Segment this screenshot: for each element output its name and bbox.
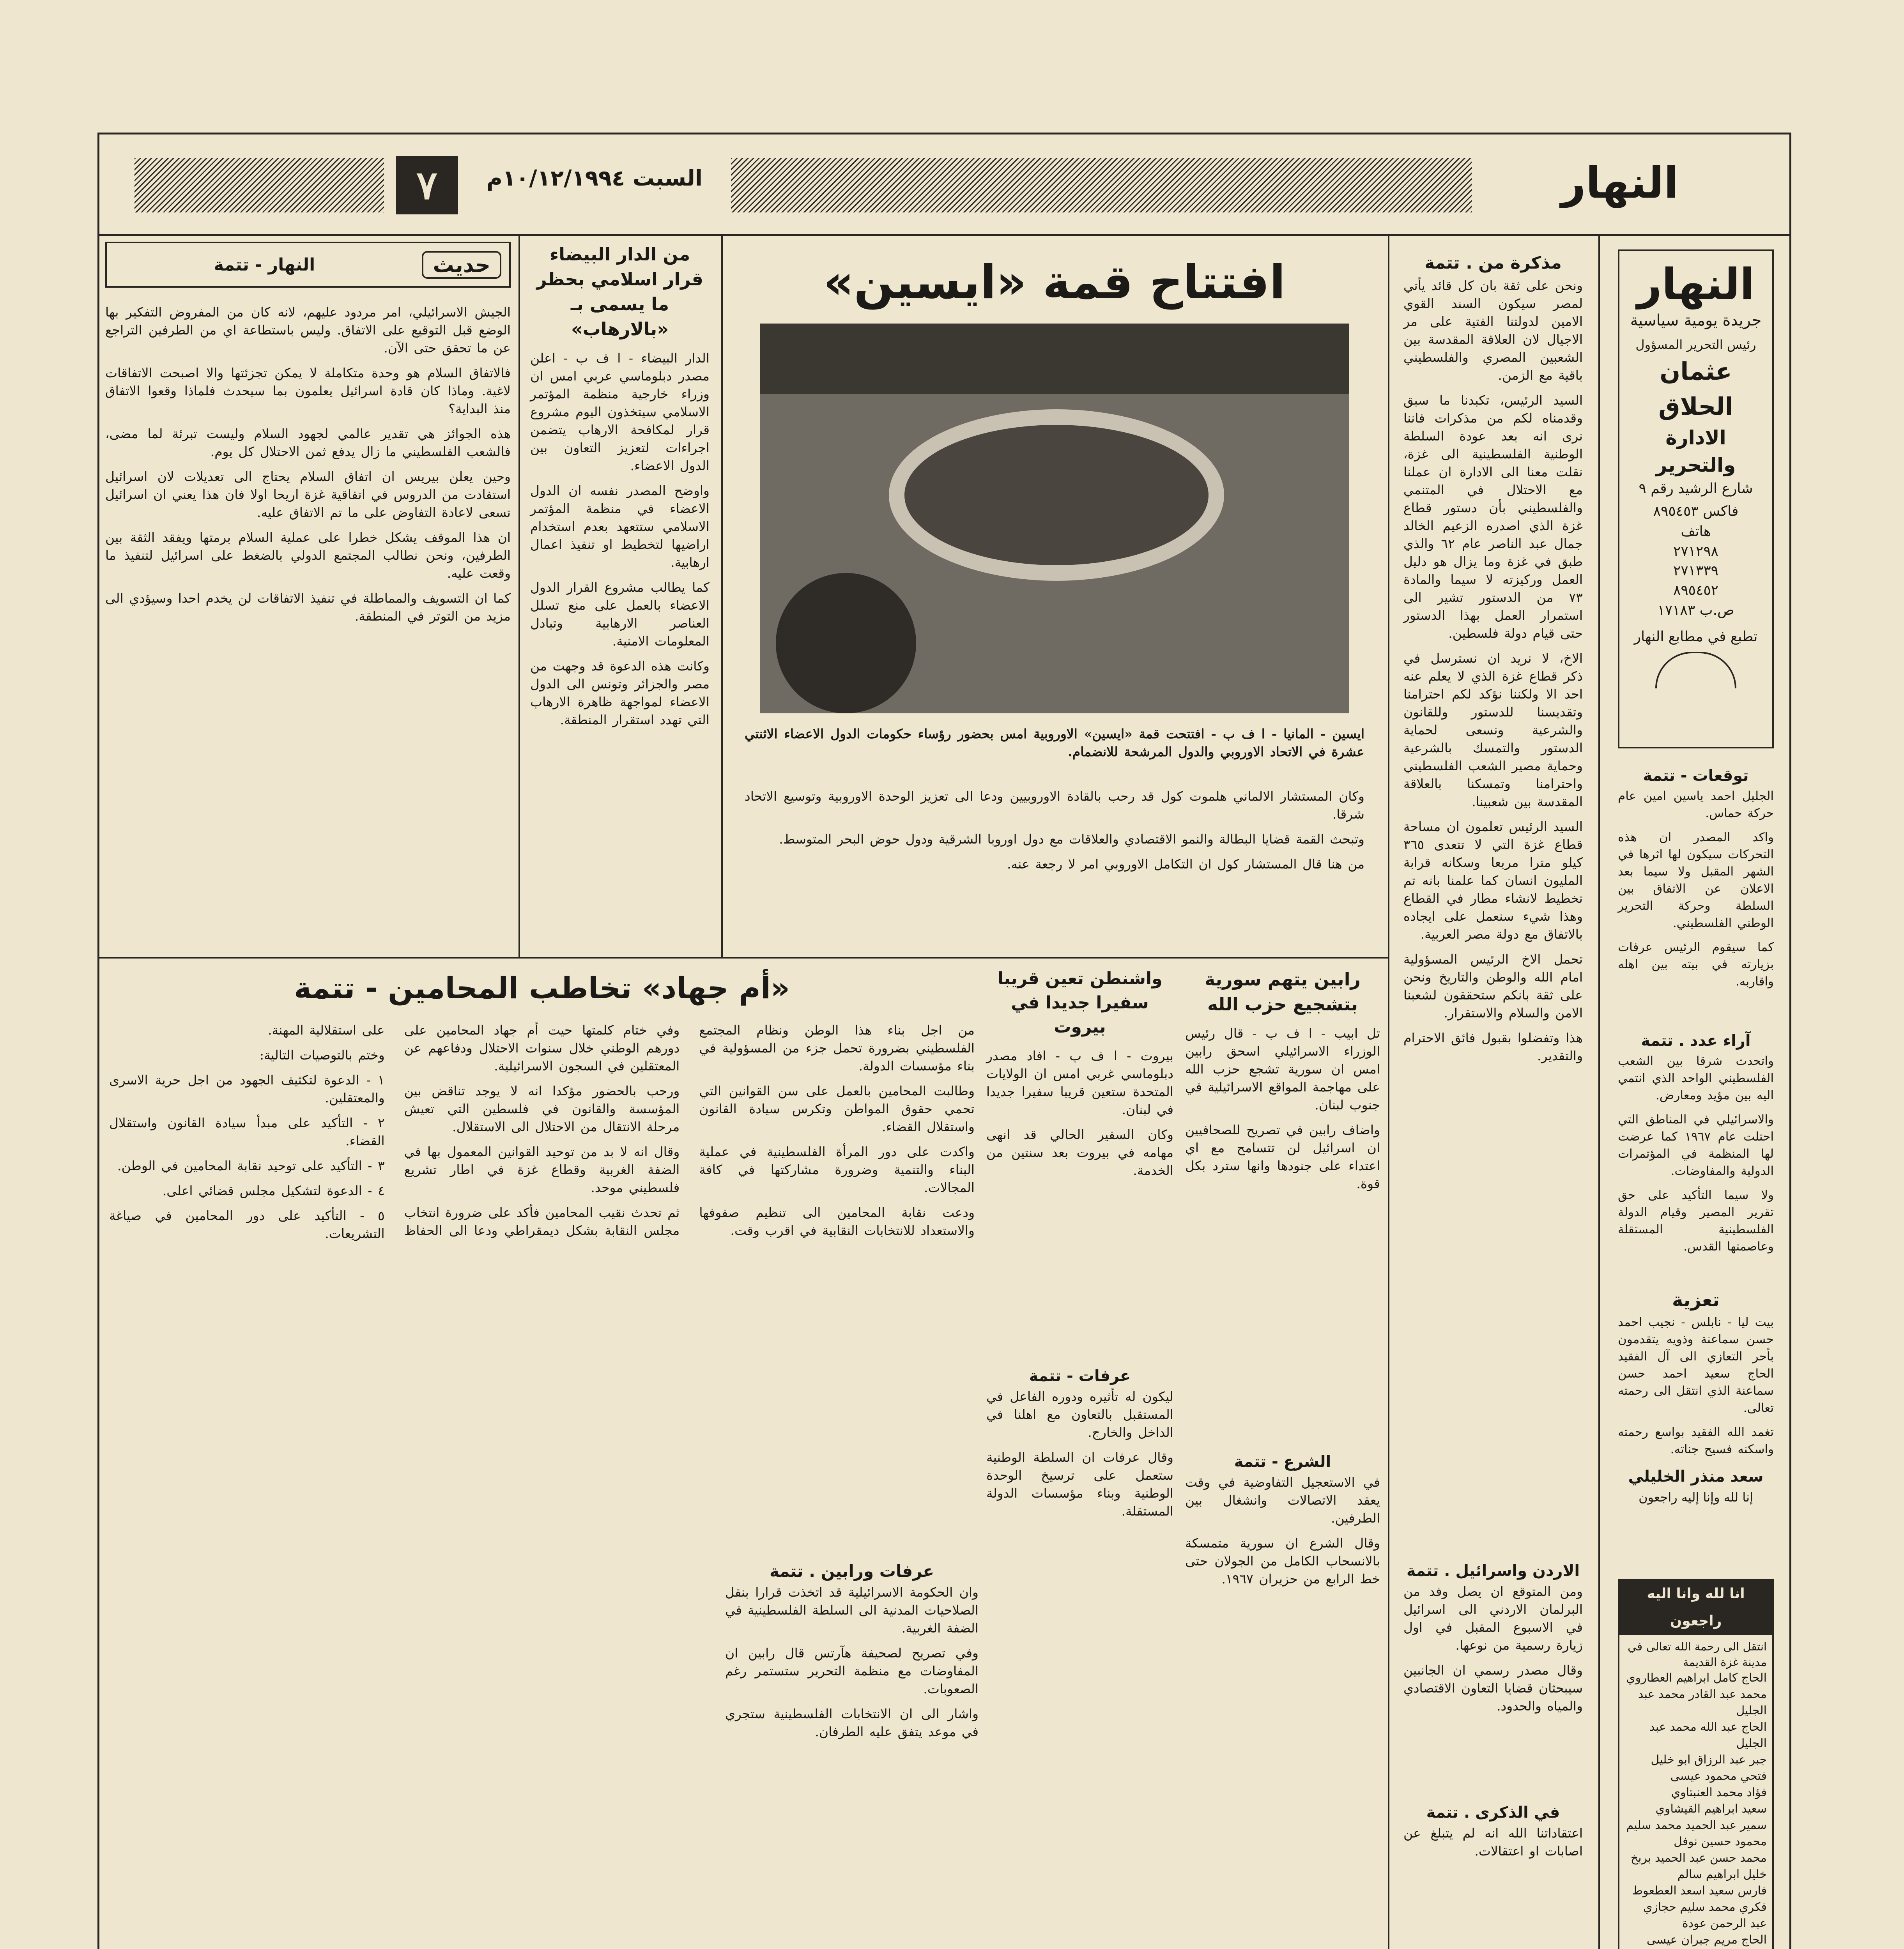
publisher-fax-row: [1627, 501, 1764, 522]
interview-article: [105, 242, 511, 951]
paragraph: والاسرائيلي في المناطق التي احتلت عام ١٩٦٧ كما عرضت لها المنظمة في المؤتمرات الدولية والمفاوضات.: [1618, 1112, 1774, 1178]
paragraph: وطالبت المحامين بالعمل على سن القوانين التي تحمي حقوق المواطن وتكرس سيادة القانون واستقلال القضاء.: [699, 1083, 975, 1134]
paragraph: ودعت نقابة المحامين الى تنظيم صفوفها والاستعداد للانتخابات النقابية في اقرب وقت.: [699, 1205, 975, 1238]
paragraph: ٤ - الدعوة لتشكيل مجلس قضائي اعلى.: [162, 1183, 385, 1198]
paragraph: وكان السفير الحالي قد انهى مهامه في بيروت بعد سنتين من الخدمة.: [986, 1127, 1173, 1178]
expectations-article: [1618, 764, 1774, 1013]
paragraph: فالاتفاق السلام هو وحدة متكاملة لا يمكن تجزئتها والا اصبحت الاتفاقات لاغية. وماذا كان قادة اسرائيل يعلمون بما سيحدث فلماذا وقعوا الاتفاق منذ البداية؟: [105, 365, 511, 416]
paragraph: وفي ختام كلمتها حيت أم جهاد المحامين على دورهم الوطني خلال سنوات الاحتلال ودفاعهم عن المعتقلين في السجون الاسرائيلية.: [404, 1022, 680, 1074]
paragraph: واكد المصدر ان هذه التحركات سيكون لها اثرها في الشهر المقبل ولا سيما بعد الاعلان عن الاتفاق بين السلطة وحركة التحرير الوطني الفلسطيني.: [1618, 830, 1774, 930]
paragraph: واتحدث شرقا بين الشعب الفلسطيني الواحد الذي انتمي اليه بين مؤيد ومعارض.: [1618, 1054, 1774, 1102]
paragraph: ومن المتوقع ان يصل وفد من البرلمان الاردني الى اسرائيل في الاسبوع المقبل في اول زيارة رسمية من نوعها.: [1403, 1584, 1583, 1653]
obituary-name: الحاج عبد الله محمد عبد الجليل: [1649, 1720, 1767, 1750]
paragraph: واوضح المصدر نفسه ان الدول الاعضاء في منظمة المؤتمر الاسلامي ستتعهد بعدم استخدام اراضيها لتخطيط او تنفيذ اعمال ارهابية.: [530, 483, 710, 570]
obituary-name: فكري محمد سليم حجازي: [1643, 1900, 1767, 1914]
column-rule: [518, 236, 520, 957]
arafat-rabin-title: عرفات ورابين . تتمة: [769, 1562, 934, 1581]
jihad-article: [109, 967, 975, 1949]
paragraph: ٥ - التأكيد على دور المحامين في صياغة التشريعات.: [109, 1208, 385, 1241]
summit-article: [729, 242, 1380, 951]
paragraph: ولا سيما التأكيد على حق تقرير المصير وقيام الدولة الفلسطينية المستقلة وعاصمتها القدس.: [1618, 1188, 1774, 1254]
interview-title: حديث: [422, 251, 501, 279]
opinions-article: [1618, 1029, 1774, 1279]
summit-body: [745, 787, 1364, 880]
expectations-title: توقعات - تتمة: [1643, 767, 1749, 785]
paragraph: تحمل الاخ الرئيس المسؤولية امام الله والوطن والتاريخ ونحن على ثقة بانكم ستحققون لشعبنا الامن والسلام والاستقرار.: [1403, 952, 1583, 1020]
sharaa-article: [1185, 1450, 1380, 1762]
condolence-title: تعزية: [1672, 1289, 1720, 1311]
paragraph: وكان المستشار الالماني هلموت كول قد رحب بالقادة الاوروبيين ودعا الى تعزيز الوحدة الاوروبية وتوسيع الاتحاد شرقا.: [745, 789, 1364, 822]
condolence-closing: إنا لله وإنا إليه راجعون: [1639, 1490, 1753, 1505]
obituary-intro: انتقل الى رحمة الله تعالى في مدينة غزة القديمة: [1628, 1640, 1767, 1669]
paragraph: ونحن على ثقة بان كل قائد يأتي لمصر سيكون السند القوي الامين لدولتنا الفتية على مر الاجيال لان العلاقة المقدسة بين الشعبين المصري والفلسطيني باقية مع الزمن.: [1403, 278, 1583, 383]
summit-headline: افتتاح قمة «ايسين»: [823, 255, 1286, 310]
interview-header: [105, 242, 511, 288]
paragraph: واضاف رابين في تصريح للصحافيين ان اسرائيل لن تتسامح مع اي اعتداء على جنودها وانها سترد بكل قوة.: [1185, 1122, 1380, 1191]
remembrance-article: [1403, 1801, 1583, 1949]
opinions-body: [1618, 1052, 1774, 1255]
masthead-date: السبت ١٠/١٢/١٩٩٤م: [486, 166, 703, 191]
pobox-number: ١٧١٨٣: [1657, 602, 1695, 618]
ambassador-article: [986, 967, 1173, 1357]
masthead-bar: [97, 134, 1791, 236]
publisher-pobox-row: [1627, 600, 1764, 621]
paragraph: هذا وتفضلوا بقبول فائق الاحترام والتقدير.: [1403, 1030, 1583, 1063]
phone-number: ٢٧١٣٣٩: [1673, 563, 1718, 579]
publisher-paper-name: النهار: [1637, 259, 1755, 309]
obituary-name: محمود حسين نوفل: [1674, 1835, 1767, 1848]
column-rule: [1388, 236, 1389, 1949]
paragraph: ٢ - التأكيد على مبدأ سيادة القانون واستقلال القضاء.: [109, 1115, 385, 1148]
paragraph: في الاستعجيل التفاوضية في وقت يعقد الاتصالات وانشغال بين الطرفين.: [1185, 1475, 1380, 1526]
paragraph: ٣ - التأكيد على توحيد نقابة المحامين في الوطن.: [117, 1158, 385, 1173]
paragraph: ان هذا الموقف يشكل خطرا على عملية السلام برمتها ويفقد الثقة بين الطرفين، ونحن نطالب المجتمع الدولي بالضغط على اسرائيل لتنفيذ ما وقعت عليه.: [105, 530, 511, 581]
masthead-hatch-right: [731, 158, 1472, 212]
condolence-name: سعد منذر الخليلي: [1628, 1468, 1764, 1486]
paragraph: ليكون له تأثيره ودوره الفاعل في المستقبل بالتعاون مع اهلنا في الداخل والخارج.: [986, 1389, 1173, 1440]
paragraph: وحين يعلن بيريس ان اتفاق السلام يحتاج الى تعديلات لان اسرائيل استفادت من الدروس في اتفاقية غزة اريحا اولا فان هذا يعني ان اسرائيل تسعى لاعادة التفاوض على ما تم الاتفاق عليه.: [105, 469, 511, 520]
masthead-title: النهار: [1561, 158, 1679, 208]
paragraph: وقال عرفات ان السلطة الوطنية ستعمل على ترسيخ الوحدة الوطنية وبناء مؤسسات الدولة المستقلة.: [986, 1450, 1173, 1519]
paragraph: كما يطالب مشروع القرار الدول الاعضاء بالعمل على منع تسلل العناصر الارهابية وتبادل المعلومات الامنية.: [530, 580, 710, 649]
jordan-israel-body: [1403, 1583, 1583, 1715]
jihad-body: [109, 1021, 975, 1949]
interview-subtitle: النهار - تتمة: [214, 255, 315, 275]
conference-table: [889, 409, 1224, 581]
publisher-printer: تطبع في مطابع النهار: [1634, 629, 1758, 645]
paragraph: وقال مصدر رسمي ان الجانبين سيبحثان قضايا التعاون الاقتصادي والمياه والحدود.: [1403, 1662, 1583, 1714]
obituary-name: فارس سعيد اسعد العطعوط: [1632, 1884, 1767, 1898]
paragraph: ورحب بالحضور مؤكدا انه لا يوجد تناقض بين المؤسسة والقانون في فلسطين التي تعيش مرحلة الانتقال من الاحتلال الى الاستقلال.: [404, 1083, 680, 1134]
paragraph: وكانت هذه الدعوة قد وجهت من مصر والجزائر وتونس الى الدول الاعضاء لمواجهة ظاهرة الارهاب التي تهدد استقرار المنطقة.: [530, 658, 710, 727]
paragraph: كما سيقوم الرئيس عرفات بزيارته في بيته بين اهله واقاربه.: [1618, 940, 1774, 989]
jordan-israel-article: [1403, 1559, 1583, 1793]
publisher-admin-title: الادارة والتحرير: [1656, 426, 1736, 476]
obituary-title: انا لله وانا اليه راجعون: [1619, 1580, 1772, 1635]
memo-title: مذكرة من . تتمة: [1424, 253, 1562, 273]
fax-label: فاكس: [1703, 503, 1739, 519]
obituary-name: محمد عبد القادر محمد عبد الجليل: [1638, 1687, 1767, 1717]
paragraph: من هنا قال المستشار كول ان التكامل الاوروبي امر لا رجعة عنه.: [1007, 856, 1364, 872]
photo-foreground-figure: [776, 573, 916, 713]
paragraph: وقال الشرع ان سورية متمسكة بالانسحاب الكامل من الجولان حتى خط الرابع من حزيران ١٩٦٧.: [1185, 1535, 1380, 1586]
expectations-body: [1618, 787, 1774, 990]
obituary-name: سعيد ابراهيم القيشاوي: [1655, 1802, 1767, 1816]
summit-caption: ايسين - المانيا - ا ف ب - افتتحت قمة «ايسين» الاوروبية امس بحضور رؤساء حكومات الدول الاعضاء الاثنتي عشرة في الاتحاد الاوروبي والدول المرشحة للانضمام.: [745, 726, 1364, 759]
obituary-name: جبر عبد الرزاق ابو خليل: [1651, 1753, 1767, 1767]
paragraph: الجيش الاسرائيلي، امر مردود عليهم، لانه كان من المفروض التفكير بها الوضع قبل التوقيع على الاتفاق. وليس باستطاعة اي من الطرفين التراجع عن ما تحقق حتى الآن.: [105, 304, 511, 355]
paragraph: وتبحث القمة قضايا البطالة والنمو الاقتصادي والعلاقات مع دول اوروبا الشرقية ودول حوض البحر المتوسط.: [779, 831, 1364, 847]
paragraph: الجليل احمد ياسين امين عام حركة حماس.: [1618, 789, 1774, 820]
paragraph: الاخ، لا نريد ان نسترسل في ذكر قطاع غزة الذي لا يعلم عنه احد الا ولكننا نؤكد لكم احترامنا وتقديسنا للدستور وللقانون والشرعية ونسعى لحماية الدستور والتمسك بالشرعية وحماية مصير الشعب الفلسطيني واحترامنا وتمسكنا بالعلاقة المقدسة بين شعبينا.: [1403, 651, 1583, 809]
paragraph: وختم بالتوصيات التالية:: [259, 1047, 385, 1063]
obituary-name: خليل ابراهيم سالم: [1677, 1868, 1767, 1881]
pobox-label: ص.ب: [1699, 602, 1734, 618]
opinions-title: آراء عدد . تتمة: [1641, 1032, 1751, 1050]
sharaa-body: [1185, 1473, 1380, 1588]
arafat-article: [986, 1364, 1173, 1715]
condolence-body: [1618, 1314, 1774, 1458]
obituary-name: فتحي محمود عيسى: [1670, 1769, 1767, 1783]
remembrance-title: في الذكرى . تتمة: [1426, 1804, 1560, 1822]
rabin-syria-headline: رابين يتهم سورية بتشجيع حزب الله: [1205, 969, 1361, 1015]
arafat-title: عرفات - تتمة: [1029, 1367, 1131, 1385]
paragraph: ثم تحدث نقيب المحامين فأكد على ضرورة انتخاب مجلس النقابة بشكل ديمقراطي ودعا الى الحفاظ على استقلالية المهنة.: [268, 1022, 680, 1238]
ambassador-body: [986, 1047, 1173, 1180]
obituary-name: فؤاد محمد العنبتاوي: [1671, 1786, 1767, 1799]
paragraph: تغمد الله الفقيد بواسع رحمته واسكنه فسيح جناته.: [1618, 1425, 1774, 1456]
jordan-israel-title: الاردن واسرائيل . تتمة: [1406, 1562, 1580, 1580]
publisher-address: شارع الرشيد رقم ٩: [1639, 481, 1753, 497]
phone-number: ٨٩٥٤٥٢: [1673, 582, 1718, 598]
remembrance-text: اعتقاداتنا الله انه لم يتبلغ عن اصابات او اعتقالات.: [1403, 1825, 1583, 1859]
publisher-phone-label: هاتف: [1681, 524, 1711, 539]
obituary-box: [1618, 1579, 1774, 1949]
arafat-body: [986, 1388, 1173, 1520]
paragraph: هذه الجوائز هي تقدير عالمي لجهود السلام وليست تبرئة لما مضى، فالشعب الفلسطيني ما زال يدفع ثمن الاحتلال كل يوم.: [105, 426, 511, 459]
rabin-syria-article: [1185, 967, 1380, 1434]
column-rule: [721, 236, 723, 957]
photo-highlight: [760, 324, 1349, 394]
obituary-name: محمد حسن عبد الحميد بربخ: [1630, 1851, 1767, 1865]
paragraph: من اجل بناء هذا الوطن ونظام المجتمع الفلسطيني بضرورة تحمل جزء من المسؤولية في بناء مؤسسات الدولة.: [699, 1022, 975, 1074]
publisher-tagline: جريدة يومية سياسية: [1630, 311, 1762, 329]
paragraph: واكدت على دور المرأة الفلسطينية في عملية البناء والتنمية وضرورة مشاركتها في كافة المجالات.: [699, 1144, 975, 1195]
publisher-editor-name: عثمان الحلاق: [1658, 357, 1733, 421]
fax-number: ٨٩٥٤٥٣: [1653, 503, 1699, 519]
phone-number: ٢٧١٢٩٨: [1673, 543, 1718, 559]
paragraph: وقال انه لا بد من توحيد القوانين المعمول بها في الضفة الغربية وقطاع غزة في اطار تشريع فلسطيني موحد.: [404, 1144, 680, 1195]
memo-body: [1403, 277, 1583, 1065]
publisher-box: [1618, 249, 1774, 748]
obituary-name: سمير عبد الحميد محمد سليم: [1626, 1818, 1767, 1832]
paragraph: بيروت - ا ف ب - افاد مصدر دبلوماسي غربي امس ان الولايات المتحدة ستعين قريبا سفيرا جديدا في لبنان.: [986, 1048, 1173, 1117]
ambassador-headline: واشنطن تعين قريبا سفيرا جديدا في بيروت: [997, 969, 1163, 1037]
paragraph: السيد الرئيس تعلمون ان مساحة قطاع غزة التي لا تتعدى ٣٦٥ كيلو مترا مربعا وسكانه قرابة المليون انسان كما علمنا بانه تم تخطيط لانشاء مطار في القطاع وهذا شيء سنعمل على ايجاده بالاتفاق مع دولة مصر العربية.: [1403, 819, 1583, 942]
paragraph: واشار الى ان الانتخابات الفلسطينية ستجري في موعد يتفق عليه الطرفان.: [725, 1706, 979, 1739]
masthead-hatch-left: [134, 158, 384, 212]
obituary-name: الحاج كامل ابراهيم العطاروي: [1626, 1671, 1767, 1685]
paragraph: وان الحكومة الاسرائيلية قد اتخذت قرارا بنقل الصلاحيات المدنية الى السلطة الفلسطينية في الضفة الغربية.: [725, 1585, 979, 1636]
section-rule: [97, 957, 1388, 959]
obituary-name: الحاج مريم جبران عيسى: [1646, 1933, 1767, 1947]
publisher-editor-role: رئيس التحرير المسؤول: [1635, 337, 1756, 352]
sharaa-title: الشرع - تتمة: [1234, 1453, 1331, 1471]
jihad-headline: «أم جهاد» تخاطب المحامين - تتمة: [294, 971, 790, 1005]
page-number: ٧: [396, 156, 458, 214]
column-rule: [1598, 236, 1600, 1949]
paragraph: ١ - الدعوة لتكثيف الجهود من اجل حرية الاسرى والمعتقلين.: [109, 1072, 385, 1105]
paragraph: وفي تصريح لصحيفة هآرتس قال رابين ان المفاوضات مع منظمة التحرير ستستمر رغم الصعوبات.: [725, 1645, 979, 1696]
casablanca-article: [530, 242, 710, 951]
summit-photo: [760, 324, 1349, 713]
casablanca-headline: من الدار البيضاء قرار اسلامي بحظر ما يسمى بـ «بالارهاب»: [536, 244, 703, 340]
paragraph: السيد الرئيس، تكبدنا ما سبق وقدمناه لكم من مذكرات فاننا نرى انه بعد عودة السلطة الوطنية الفلسطينية الى غزة، نقلت معنا الى الادارة ان عملنا مع الاحتلال في المتنمي والفلسطيني بأن دستور قطاع غزة الذي اصدره الزعيم الخالد جمال عبد الناصر عام ٦٢ والذي طبق في غزة وما يزال هو دليل العمل وركيزته لا سيما والمادة ٧٣ من الدستور تشير الى استمرار العمل بهذا الدستور حتى قيام دولة فلسطين.: [1403, 393, 1583, 641]
paragraph: كما ان التسويف والمماطلة في تنفيذ الاتفاقات لن يخدم احدا وسيؤدي الى مزيد من التوتر في المنطقة.: [105, 591, 511, 624]
rabin-syria-body: [1185, 1024, 1380, 1193]
paragraph: الدار البيضاء - ا ف ب - اعلن مصدر دبلوماسي عربي امس ان وزراء خارجية منظمة المؤتمر الاسلامي سيتخذون اليوم مشروع قرار لمكافحة الارهاب يتضمن اجراءات لتعزيز التعاون بين الدول الاعضاء.: [530, 350, 710, 473]
condolence-box: [1618, 1286, 1774, 1567]
sun-logo-icon: [1655, 652, 1736, 688]
casablanca-body: [530, 349, 710, 729]
memo-article: [1403, 249, 1583, 1063]
interview-body: [105, 303, 511, 625]
paragraph: بيت ليا - نابلس - نجيب احمد حسن سماعنة وذويه يتقدمون بأحر التعازي الى آل الفقيد الحاج سعيد احمد حسن سماعنة الذي انتقل الى رحمته تعالى.: [1618, 1315, 1774, 1415]
paragraph: تل ابيب - ا ف ب - قال رئيس الوزراء الاسرائيلي اسحق رابين امس ان سورية تشجع حزب الله على مهاجمة المواقع الاسرائيلية في جنوب لبنان.: [1185, 1026, 1380, 1112]
obituary-name: عبد الرحمن عودة: [1682, 1917, 1767, 1930]
